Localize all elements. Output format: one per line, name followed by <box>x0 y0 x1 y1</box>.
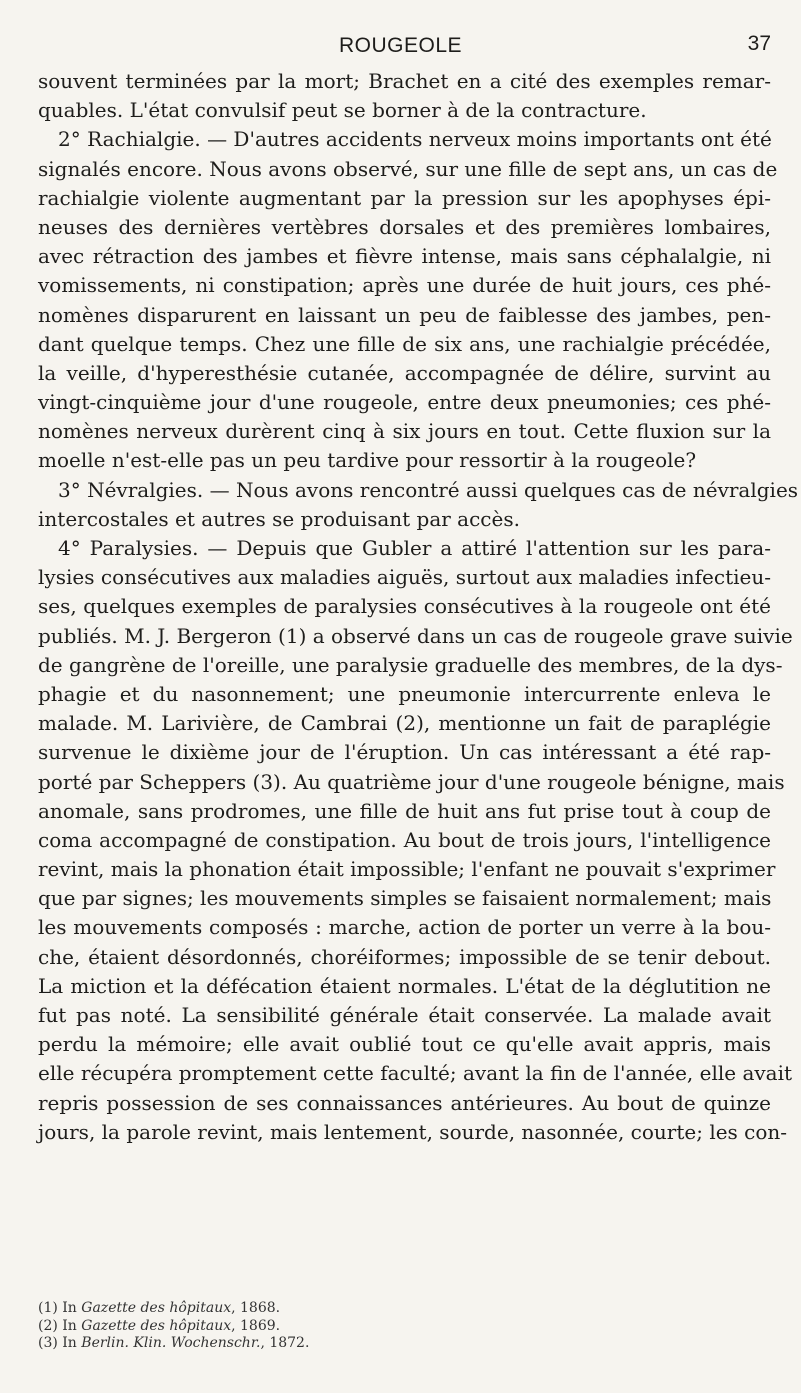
text-line: souvent terminées par la mort; Brachet en a cité des exemples remar- <box>38 69 771 93</box>
text-line: coma accompagné de constipation. Au bout de trois jours, l'intelligence <box>38 827 771 852</box>
footnote-source: Gazette des hôpitaux <box>81 1317 232 1334</box>
text-line: lysies consécutives aux maladies aiguës, surtout aux maladies infectieu- <box>38 565 771 590</box>
footnote-year: , 1869. <box>231 1317 281 1334</box>
footnote-source: Gazette des hôpitaux <box>81 1300 232 1316</box>
text-line: nomènes nerveux durèrent cinq à six jours en tout. Cette fluxion sur la <box>38 419 771 444</box>
footnote <box>38 1335 771 1353</box>
text-line: avec rétraction des jambes et fièvre intense, mais sans céphalalgie, ni <box>38 244 771 269</box>
text-line: la veille, d'hyperesthésie cutanée, accompagnée de délire, survint au <box>38 360 771 385</box>
text-line: elle récupéra promptement cette faculté; avant la fin de l'année, elle avait <box>38 1061 793 1086</box>
text-line: dant quelque temps. Chez une fille de six ans, une rachialgie précédée, <box>38 331 771 356</box>
footnote-marker: (3) In <box>38 1335 82 1351</box>
text-line: repris possession de ses connaissances antérieures. Au bout de quinze <box>38 1090 771 1115</box>
text-line: publiés. M. J. Bergeron (1) a observé dans un cas de rougeole grave suivie <box>38 623 793 648</box>
text-line: La miction et la défécation étaient normales. L'état de la déglutition ne <box>38 973 771 998</box>
footnote <box>38 1318 771 1336</box>
text-line: de gangrène de l'oreille, une paralysie graduelle des membres, de la dys- <box>38 652 783 677</box>
text-line: revint, mais la phonation était impossible; l'enfant ne pouvait s'exprimer <box>38 857 776 882</box>
text-line: 2° Rachialgie. — D'autres accidents nerveux moins importants ont été <box>58 127 772 152</box>
footnote-source: Berlin. Klin. Wochenschr. <box>81 1335 261 1351</box>
text-line: que par signes; les mouvements simples se faisaient normalement; mais <box>38 886 772 911</box>
text-line: jours, la parole revint, mais lentement, sourde, nasonnée, courte; les con- <box>38 1119 788 1144</box>
text-line: phagie et du nasonnement; une pneumonie intercurrente enleva le <box>38 681 771 706</box>
text-line: perdu la mémoire; elle avait oublié tout ce qu'elle avait appris, mais <box>38 1032 771 1057</box>
text-line: vomissements, ni constipation; après une durée de huit jours, ces phé- <box>38 273 771 298</box>
text-line: rachialgie violente augmentant par la pression sur les apophyses épi- <box>38 185 771 210</box>
footnote-year: , 1868. <box>231 1300 281 1316</box>
text-line: moelle n'est-elle pas un peu tardive pour ressortir à la rougeole? <box>38 448 697 473</box>
text-line: malade. M. Larivière, de Cambrai (2), mentionne un fait de paraplégie <box>38 711 771 736</box>
text-line: nomènes disparurent en laissant un peu de faiblesse des jambes, pen- <box>38 302 771 327</box>
footnote-marker: (1) In <box>38 1300 82 1316</box>
footnote-marker: (2) In <box>38 1317 82 1334</box>
text-line: 3° Névralgies. — Nous avons rencontré aussi quelques cas de névralgies <box>58 477 799 502</box>
footnote-year: , 1872. <box>260 1335 310 1351</box>
text-line: che, étaient désordonnés, choréiformes; impossible de se tenir debout. <box>38 944 771 969</box>
text-line: vingt-cinquième jour d'une rougeole, entre deux pneumonies; ces phé- <box>38 390 771 415</box>
text-line: quables. L'état convulsif peut se borner à de la contracture. <box>38 98 647 123</box>
text-line: ses, quelques exemples de paralysies consécutives à la rougeole ont été <box>38 594 771 619</box>
footnote <box>38 1300 771 1318</box>
text-line: fut pas noté. La sensibilité générale était conservée. La malade avait <box>38 1003 771 1027</box>
text-line: signalés encore. Nous avons observé, sur une fille de sept ans, un cas de <box>38 156 778 181</box>
body-text <box>38 67 799 1147</box>
text-line: survenue le dixième jour de l'éruption. Un cas intéressant a été rap- <box>38 740 771 765</box>
text-line: anomale, sans prodromes, une fille de huit ans fut prise tout à coup de <box>38 798 771 823</box>
page-header <box>0 30 801 66</box>
running-head: ROUGEOLE <box>338 34 463 57</box>
page-number: 37 <box>747 32 771 55</box>
text-line: neuses des dernières vertèbres dorsales et des premières lombaires, <box>38 214 771 239</box>
text-line: intercostales et autres se produisant par accès. <box>38 506 520 531</box>
footnotes <box>38 1300 771 1353</box>
text-line: les mouvements composés : marche, action de porter un verre à la bou- <box>38 915 771 940</box>
text-line: 4° Paralysies. — Depuis que Gubler a attiré l'attention sur les para- <box>58 536 771 560</box>
text-line: porté par Scheppers (3). Au quatrième jour d'une rougeole bénigne, mais <box>38 769 785 794</box>
